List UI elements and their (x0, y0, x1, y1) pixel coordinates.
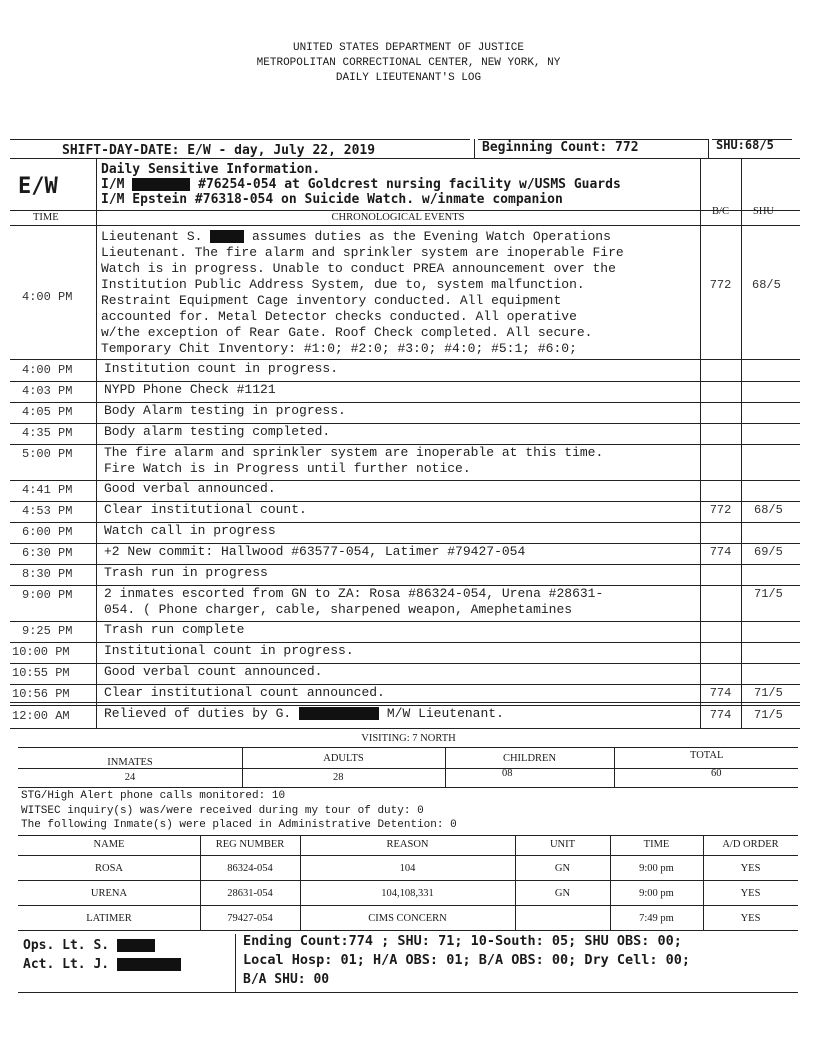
detention-header: A/D ORDER (722, 839, 779, 850)
event-text: 2 inmates escorted from GN to ZA: Rosa #86324-054, Urena #28631- (104, 586, 604, 601)
detention-header: UNIT (549, 839, 576, 850)
shu-count: SHU:68/5 (716, 138, 774, 152)
detention-cell: LATIMER (86, 913, 132, 924)
event-text: Clear institutional count. (104, 502, 307, 517)
event-time: 4:35 PM (22, 426, 73, 440)
detention-cell: 9:00 pm (639, 863, 674, 874)
note-stg: STG/High Alert phone calls monitored: 10 (21, 790, 286, 802)
first-entry-line: accounted for. Metal Detector checks conducted. All operative (101, 309, 577, 324)
detention-cell: YES (740, 888, 761, 899)
detention-cell: 28631-054 (227, 888, 273, 899)
last-entry-shu: 71/5 (754, 708, 783, 722)
event-time: 9:25 PM (22, 624, 73, 638)
detention-header: REG NUMBER (215, 839, 285, 850)
event-time: 4:00 PM (22, 363, 73, 377)
first-entry-line: w/the exception of Rear Gate. Roof Check completed. All secure. (101, 325, 593, 340)
header-log-title: DAILY LIEUTENANT'S LOG (335, 72, 482, 84)
ending-count: Ending Count:774 ; SHU: 71; 10-South: 05; SHU OBS: 00; (243, 933, 682, 949)
local-hosp: Local Hosp: 01; H/A OBS: 01; B/A OBS: 00; Dry Cell: 00; (243, 952, 691, 968)
sensitive-title: Daily Sensitive Information. (101, 162, 321, 177)
event-time: 5:00 PM (22, 447, 73, 461)
detention-cell: 9:00 pm (639, 888, 674, 899)
event-text: Clear institutional count announced. (104, 685, 385, 700)
first-entry-line: Institution Public Address System, due to, system malfunction. (101, 277, 585, 292)
detention-cell: YES (740, 913, 761, 924)
first-entry-time: 4:00 PM (22, 290, 73, 304)
first-entry-shu: 68/5 (752, 278, 781, 292)
event-text: Fire Watch is in Progress until further notice. (104, 461, 471, 476)
visit-head-inmates: INMATES (107, 757, 153, 768)
col-time: TIME (33, 212, 59, 223)
event-bc: 774 (709, 545, 732, 559)
act-lieutenant: Act. Lt. J. (23, 957, 181, 972)
event-text: Body alarm testing completed. (104, 424, 331, 439)
visiting-title: VISITING: 7 NORTH (361, 733, 456, 744)
col-events: CHRONOLOGICAL EVENTS (331, 212, 465, 223)
first-entry-line: Watch is in progress. Unable to conduct PREA announcement over the (101, 261, 616, 276)
event-text: +2 New commit: Hallwood #63577-054, Latimer #79427-054 (104, 544, 526, 559)
event-text: Body Alarm testing in progress. (104, 403, 346, 418)
beginning-count: Beginning Count: 772 (482, 140, 639, 155)
event-time: 4:03 PM (22, 384, 73, 398)
first-entry-line: Temporary Chit Inventory: #1:0; #2:0; #3:0; #4:0; #5:1; #6:0; (101, 341, 577, 356)
event-text: Trash run in progress (104, 565, 268, 580)
detention-cell: 86324-054 (227, 863, 273, 874)
detention-cell: ROSA (94, 863, 123, 874)
event-text: The fire alarm and sprinkler system are inoperable at this time. (104, 445, 604, 460)
event-text: Institution count in progress. (104, 361, 339, 376)
detention-cell: 7:49 pm (639, 913, 674, 924)
last-entry-time: 12:00 AM (12, 709, 70, 723)
detention-cell: 104 (399, 863, 416, 874)
event-text: 054. ( Phone charger, cable, sharpened weapon, Amephetamines (104, 602, 573, 617)
event-shu: 71/5 (754, 587, 783, 601)
visit-children: 08 (502, 768, 513, 779)
redaction-block (210, 230, 244, 243)
header-agency: UNITED STATES DEPARTMENT OF JUSTICE (292, 42, 525, 54)
event-shu: 69/5 (754, 545, 783, 559)
event-text: Institutional count in progress. (104, 643, 354, 658)
sensitive-line-2: I/M Epstein #76318-054 on Suicide Watch. w/inmate companion (101, 192, 563, 207)
first-entry-line: Lieutenant. The fire alarm and sprinkler system are inoperable Fire (101, 245, 624, 260)
event-bc: 774 (709, 686, 732, 700)
detention-cell: GN (554, 888, 571, 899)
header-facility: METROPOLITAN CORRECTIONAL CENTER, NEW YORK, NY (256, 57, 561, 69)
event-text: Watch call in progress (104, 523, 276, 538)
redaction-block (117, 939, 155, 952)
redaction-block (132, 178, 190, 191)
event-text: Good verbal announced. (104, 481, 276, 496)
detention-cell: GN (554, 863, 571, 874)
shift-day-date: SHIFT-DAY-DATE: E/W - day, July 22, 2019 (62, 143, 376, 158)
detention-cell: URENA (90, 888, 128, 899)
detention-cell: YES (740, 863, 761, 874)
event-bc: 772 (709, 503, 732, 517)
event-time: 6:30 PM (22, 546, 73, 560)
note-witsec: WITSEC inquiry(s) was/were received during my tour of duty: 0 (21, 805, 424, 817)
redaction-block (299, 707, 379, 720)
ba-shu: B/A SHU: 00 (243, 972, 330, 987)
first-entry-line-1: Lieutenant S. assumes duties as the Evening Watch Operations (101, 229, 611, 244)
note-detention: The following Inmate(s) were placed in Administrative Detention: 0 (21, 819, 457, 831)
detention-cell: 104,108,331 (381, 888, 434, 899)
event-time: 10:00 PM (12, 645, 70, 659)
redaction-block (117, 958, 181, 971)
last-entry-bc: 774 (709, 708, 732, 722)
visit-total: 60 (711, 768, 722, 779)
visit-head-adults: ADULTS (323, 753, 364, 764)
event-time: 4:05 PM (22, 405, 73, 419)
event-time: 9:00 PM (22, 588, 73, 602)
event-time: 6:00 PM (22, 525, 73, 539)
event-text: Trash run complete (104, 622, 245, 637)
visit-adults: 28 (333, 772, 344, 783)
event-time: 8:30 PM (22, 567, 73, 581)
first-entry-line: Restraint Equipment Cage inventory conducted. All equipment (101, 293, 562, 308)
event-time: 4:53 PM (22, 504, 73, 518)
detention-cell: 79427-054 (227, 913, 273, 924)
visit-head-total: TOTAL (690, 750, 724, 761)
event-shu: 71/5 (754, 686, 783, 700)
col-bc: B/C (712, 206, 729, 217)
event-text: Good verbal count announced. (104, 664, 323, 679)
shift-code: E/W (18, 174, 58, 199)
last-entry-text: Relieved of duties by G. M/W Lieutenant. (104, 706, 504, 721)
detention-header: NAME (93, 839, 125, 850)
col-shu: SHU (752, 206, 774, 217)
event-text: NYPD Phone Check #1121 (104, 382, 276, 397)
detention-header: REASON (386, 839, 429, 850)
event-time: 10:56 PM (12, 687, 70, 701)
event-time: 4:41 PM (22, 483, 73, 497)
detention-header: TIME (643, 839, 670, 850)
detention-cell: CIMS CONCERN (368, 913, 447, 924)
ops-lieutenant: Ops. Lt. S. (23, 938, 155, 953)
event-time: 10:55 PM (12, 666, 70, 680)
sensitive-line-1: I/M #76254-054 at Goldcrest nursing facility w/USMS Guards (101, 177, 621, 192)
visit-inmates: 24 (124, 772, 136, 783)
visit-head-children: CHILDREN (502, 753, 557, 764)
event-shu: 68/5 (754, 503, 783, 517)
first-entry-bc: 772 (709, 278, 732, 292)
